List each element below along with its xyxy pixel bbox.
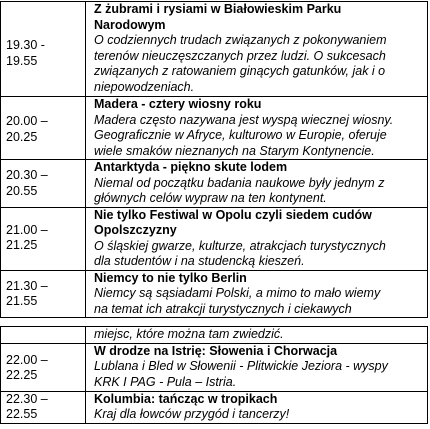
time-cell	[1, 343, 86, 391]
program-description: niepowodzeniach.	[94, 79, 195, 94]
schedule-row	[1, 270, 428, 318]
program-description: Kraj dla łowców przygód i tancerzy!	[94, 407, 290, 421]
program-description: Niemal od początku badania naukowe były jednym z	[94, 175, 385, 190]
program-description: Madera często nazywana jest wyspą wiecznej wiosny.	[94, 112, 394, 127]
program-cell	[86, 2, 428, 97]
time-cell	[1, 327, 86, 344]
schedule-table-continued	[0, 326, 428, 424]
time-end: 22.55	[6, 407, 38, 421]
time-cell	[1, 270, 86, 318]
time-cell	[1, 160, 86, 208]
schedule-row	[1, 327, 428, 344]
program-title: Kolumbia: tańcząc w tropikach	[94, 391, 278, 406]
program-title: Madera - cztery wiosny roku	[94, 97, 262, 111]
schedule-row	[1, 391, 428, 423]
program-cell	[86, 97, 428, 160]
schedule-row	[1, 2, 428, 97]
time-start: 22.00 –	[6, 352, 48, 367]
time-cell	[1, 207, 86, 270]
time-end: 19.55	[6, 53, 38, 68]
schedule-row	[1, 97, 428, 160]
program-description: Niemcy są sąsiadami Polski, a mimo to mało wiemy	[94, 286, 381, 300]
time-end: 22.25	[6, 368, 38, 382]
time-end: 20.55	[6, 183, 38, 198]
program-description: O codziennych trudach związanych z pokonywaniem	[94, 33, 387, 47]
time-start: 19.30 -	[6, 38, 45, 52]
program-cell	[86, 343, 428, 391]
program-title: Nie tylko Festiwal w Opolu czyli siedem cudów	[94, 207, 372, 222]
schedule-row	[1, 207, 428, 270]
time-start: 21.30 –	[6, 278, 48, 293]
schedule-row	[1, 160, 428, 208]
program-description: O śląskiej gwarze, kulturze, atrakcjach turystycznych	[94, 238, 386, 253]
time-cell	[1, 97, 86, 160]
time-start: 21.00 –	[6, 222, 48, 237]
program-description: miejsc, które można tam zwiedzić.	[94, 327, 284, 341]
program-title: W drodze na Istrię: Słowenia i Chorwacja	[94, 343, 338, 358]
time-cell	[1, 391, 86, 423]
time-end: 21.55	[6, 294, 38, 308]
program-title: Narodowym	[94, 17, 166, 32]
program-description: związanych z ratowaniem ginących gatunków, jak i o	[94, 64, 386, 78]
time-end: 21.25	[6, 238, 38, 252]
program-description: na temat ich atrakcji turystycznych i ciekawych	[94, 301, 352, 316]
program-cell	[86, 391, 428, 423]
program-title: Z żubrami i rysiami w Białowieskim Parku	[94, 2, 342, 16]
program-description: KRK I PAG - Pula – Istria.	[94, 374, 237, 389]
time-end: 20.25	[6, 129, 38, 144]
time-start: 22.30 –	[6, 391, 48, 406]
program-description: Lublana i Bled w Słowenii - Plitwickie Jeziora - wyspy	[94, 359, 388, 373]
program-description: terenów nieuczęszczanych przez ludzi. O sukcesach	[94, 48, 386, 63]
time-cell	[1, 2, 86, 97]
program-title: Opolszczyzny	[94, 223, 177, 237]
time-start: 20.30 –	[6, 168, 48, 182]
program-cell	[86, 327, 428, 344]
program-cell	[86, 270, 428, 318]
schedule-row	[1, 343, 428, 391]
program-description: głównych celów wypraw na ten kontynent.	[94, 191, 327, 205]
program-description: Geograficznie w Afryce, kulturowo w Europie, oferuje	[94, 128, 387, 142]
program-description: dla studentów i na studencką kieszeń.	[94, 254, 305, 268]
program-title: Niemcy to nie tylko Berlin	[94, 270, 247, 285]
schedule-table	[0, 1, 428, 318]
program-cell	[86, 207, 428, 270]
time-start: 20.00 –	[6, 114, 48, 128]
program-cell	[86, 160, 428, 208]
program-title: Antarktyda - piękno skute lodem	[94, 160, 288, 174]
program-description: wiele smaków nieznanych na Starym Kontynencie.	[94, 143, 375, 158]
